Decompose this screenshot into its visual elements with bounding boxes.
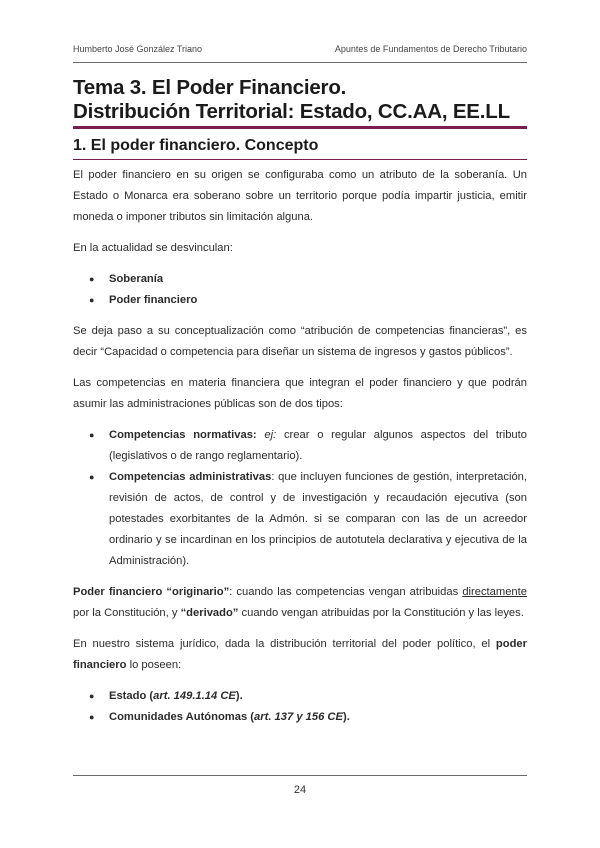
page-number: 24 xyxy=(293,784,307,796)
list-item: ● Competencias normativas: ej: crear o regular algunos aspectos del tributo (legislativos o de rango reglamentario). xyxy=(73,425,527,467)
page-title xyxy=(73,76,527,124)
paragraph-actualidad: En la actualidad se desvinculan: xyxy=(73,242,233,254)
bullet-icon: ● xyxy=(89,691,95,701)
document-body xyxy=(73,165,527,738)
title-line-2: Distribución Territorial: Estado, CC.AA, EE.LL xyxy=(73,100,510,123)
list-item: ● Competencias administrativas: que incluyen funciones de gestión, interpretación, revisión de actos, de control y de investigación y recaudación ejecutiva (son potestades exorbitantes de la Admón. si se comparan con las de un acreedor ordinario y se incardinan en los principios de autotutela declarativa y ejecutiva de la Administración). xyxy=(73,467,527,572)
header-author: Humberto José González Triano xyxy=(73,44,203,54)
paragraph-sistema-juridico: En nuestro sistema jurídico, dada la distribución territorial del poder político, el poder financiero lo poseen: xyxy=(73,638,527,671)
section-divider xyxy=(73,159,527,160)
bullet-icon: ● xyxy=(89,274,95,284)
list-item: ● Comunidades Autónomas (art. 137 y 156 CE). xyxy=(73,707,527,728)
bullet-icon: ● xyxy=(89,430,95,440)
title-line-1: Tema 3. El Poder Financiero. xyxy=(73,76,347,99)
list-titulares xyxy=(73,686,527,728)
bullet-icon: ● xyxy=(89,295,95,305)
list-desvinculan xyxy=(73,269,527,311)
footer-divider xyxy=(73,775,527,776)
header-course: Apuntes de Fundamentos de Derecho Tributario xyxy=(334,44,527,54)
list-item: ● Poder financiero xyxy=(73,290,527,311)
list-item: ● Estado (art. 149.1.14 CE). xyxy=(73,686,527,707)
paragraph-conceptualizacion: Se deja paso a su conceptualización como “atribución de competencias financieras”, es decir “Capacidad o competencia para diseñar un sistema de ingresos y gastos públicos”. xyxy=(73,325,527,358)
section-heading: 1. El poder financiero. Concepto xyxy=(73,137,319,154)
title-divider xyxy=(73,126,527,129)
paragraph-originario-derivado: Poder financiero “originario”: cuando las competencias vengan atribuidas directamente por la Constitución, y “derivado” cuando vengan atribuidas por la Constitución y las leyes. xyxy=(73,586,527,619)
header-divider xyxy=(73,62,527,63)
paragraph-origin: El poder financiero en su origen se configuraba como un atributo de la soberanía. Un Estado o Monarca era soberano sobre un territorio porque podía impartir justicia, emitir moneda o imponer tributos sin limitación alguna. xyxy=(73,169,527,223)
list-item: ● Soberanía xyxy=(73,269,527,290)
paragraph-competencias: Las competencias en materia financiera que integran el poder financiero y que podrán asumir las administraciones públicas son de dos tipos: xyxy=(73,377,527,410)
list-competencias xyxy=(73,425,527,572)
bullet-icon: ● xyxy=(89,712,95,722)
bullet-icon: ● xyxy=(89,472,95,482)
page-header xyxy=(73,44,527,60)
